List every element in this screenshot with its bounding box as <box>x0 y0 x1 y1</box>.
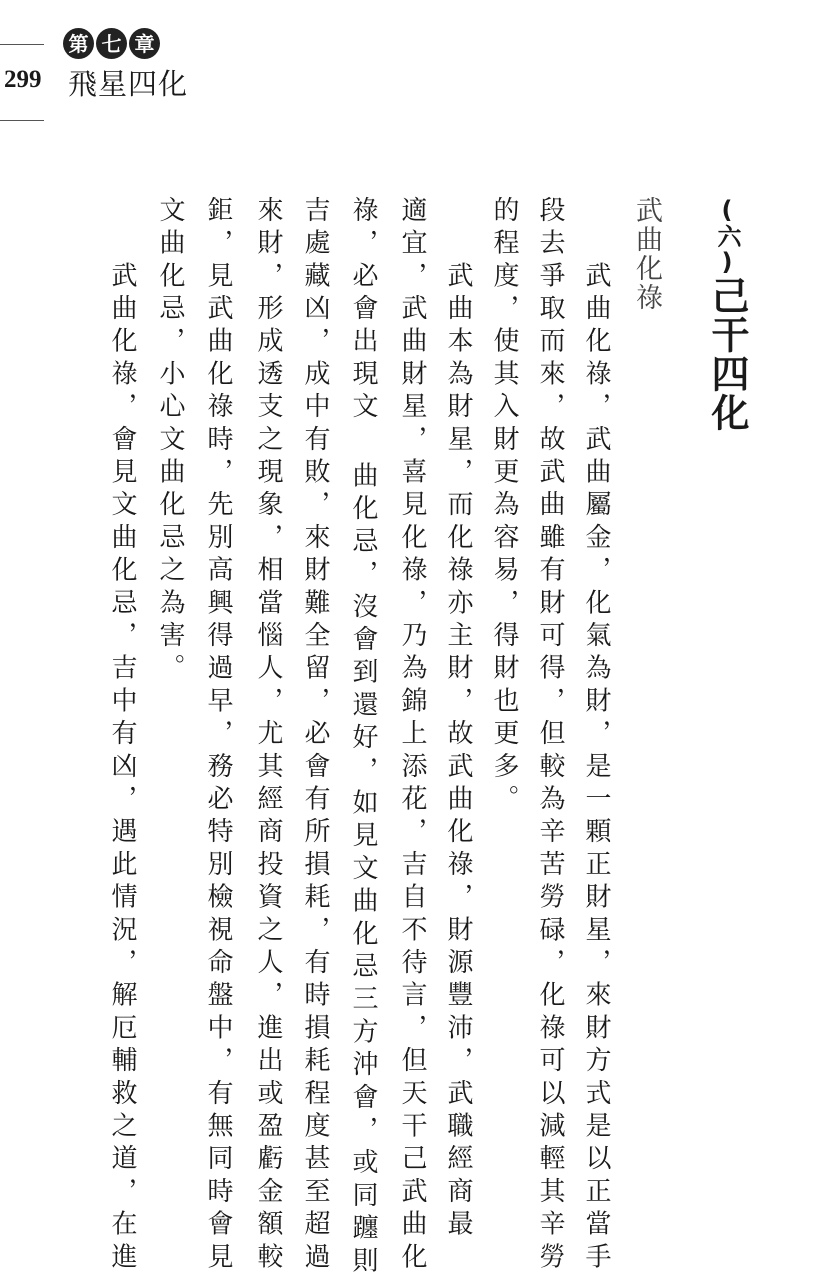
section-number: (六) <box>713 196 741 276</box>
header-rule-top <box>0 44 44 45</box>
chapter-badge-char: 七 <box>96 28 127 59</box>
chapter-title: 飛星四化 <box>68 67 189 101</box>
body-line: 吉處藏凶，成中有敗，來財難全留，必會有所損耗，有時損耗程度甚至超過 <box>300 196 330 1276</box>
section-heading <box>705 196 749 432</box>
body-line: 來財，形成透支之現象，相當惱人，尤其經商投資之人，進出或盈虧金額較 <box>253 196 283 1276</box>
body-line: 段去爭取而來，故武曲雖有財可得，但較為辛苦勞碌，化祿可以減輕其辛勞 <box>535 196 565 1276</box>
body-line: 鉅，見武曲化祿時，先別高興得過早，務必特別檢視命盤中，有無同時會見 <box>203 196 233 1276</box>
header-rule-bottom <box>0 120 44 121</box>
body-line: 武曲本為財星，而化祿亦主財，故武曲化祿，財源豐沛，武職經商最 <box>443 196 473 1243</box>
chapter-badge-char: 章 <box>129 28 160 59</box>
chapter-badge <box>63 28 160 59</box>
body-line: 武曲化祿，會見文曲化忌，吉中有凶，遇此情況，解厄輔救之道，在進 <box>107 196 137 1276</box>
page-number: 299 <box>4 66 42 93</box>
section-title: 己干四化 <box>705 276 749 432</box>
body-line: 武曲化祿，武曲屬金，化氣為財，是一顆正財星，來財方式是以正當手 <box>581 196 611 1276</box>
body-line: 的程度，使其入財更為容易，得財也更多。 <box>489 196 519 818</box>
body-line: 文曲化忌，小心文曲化忌之為害。 <box>155 196 185 687</box>
body-line: 祿，必會出現文 曲化忌，沒會到還好，如見文曲化忌三方沖會，或同躔則 <box>348 196 378 1279</box>
subheading: 武曲化祿 <box>631 196 662 312</box>
body-line: 適宜，武曲財星，喜見化祿，乃為錦上添花，吉自不待言，但天干己武曲化 <box>397 196 427 1276</box>
chapter-badge-char: 第 <box>63 28 94 59</box>
